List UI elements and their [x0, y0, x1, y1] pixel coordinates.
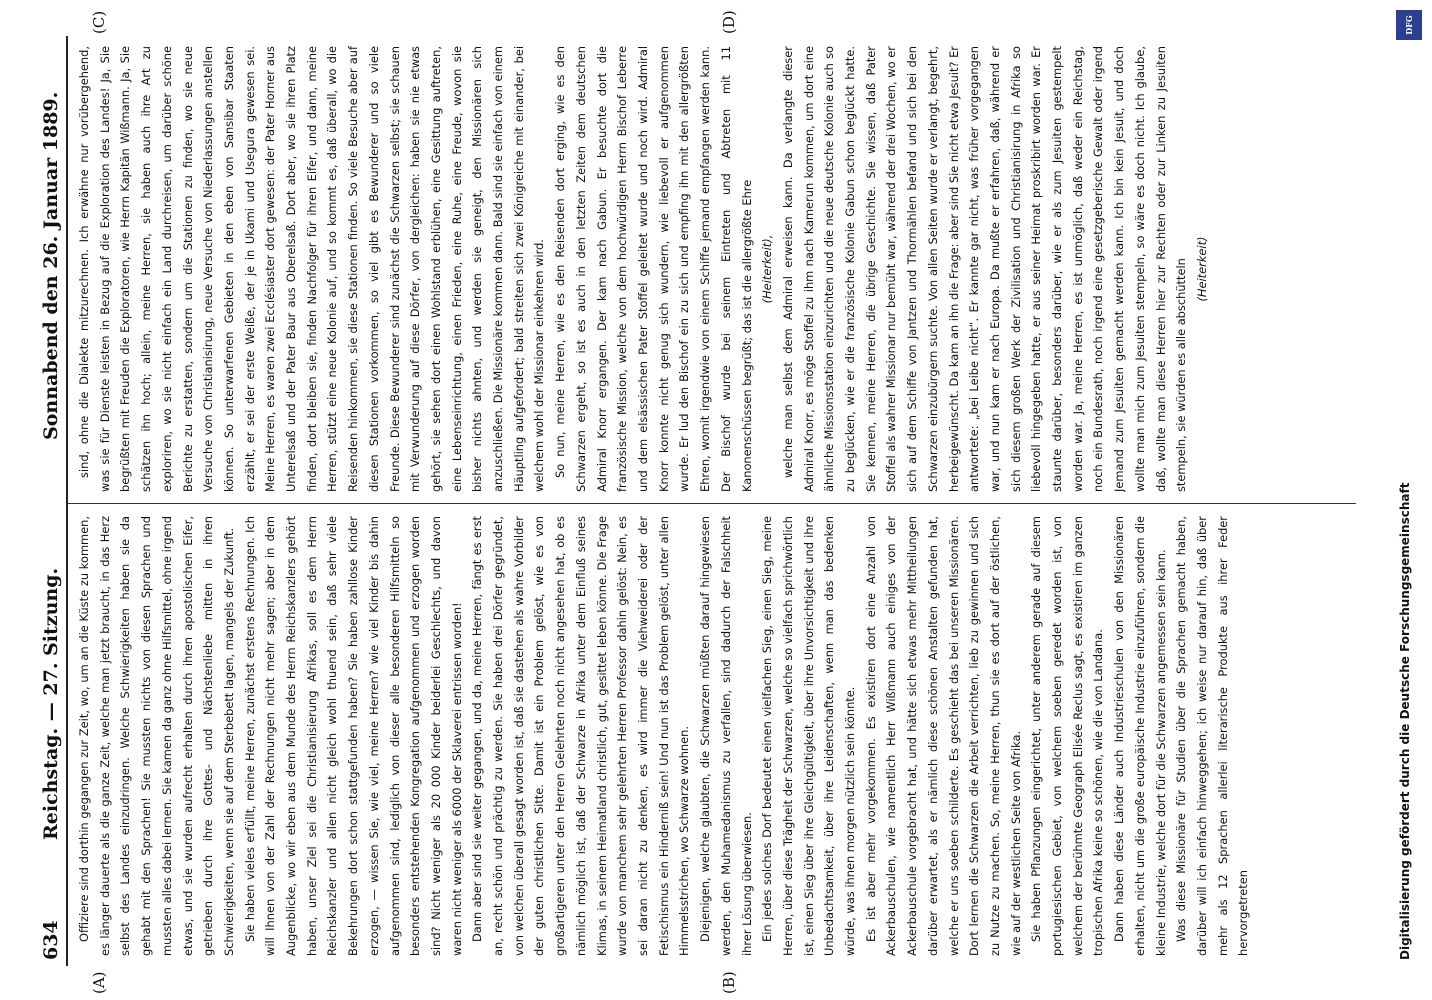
right-column [74, 46, 1364, 492]
marker-a: (A) [90, 971, 108, 994]
paragraph: welche man selbst dem Admiral erweisen kann. Da verlangte dieser Admiral Knorr, es möge Stoffel zu ihm nach Kamerun kommen, um dort eine ähnliche Missionsstation einzurichten und die neue deutsche Kolonie auch so zu beglücken, wie er die französische Kolonie Gabun schon beglückt hatte. Sie kennen, meine Herren, die übrige Geschichte. Sie wissen, daß Pater Stoffel als wahrer Missionar nur bemüht war, während der drei Wochen, wo er sich auf dem Schiffe von Jantzen und Thormählen befand und sich bei den Schwarzen einzubürgern suchte. Von allen Seiten wurde er verlangt, begehrt, herbeigewünscht. Da kam an ihn die Frage: aber sind Sie nicht etwa Jesuit? Er antwortete: „bei Leibe nicht“. Er kannte gar nicht, was früher vorgegangen war, und nun kam er nach Europa. Da mußte er erfahren, daß, während er sich diesem großen Werk der Zivilisation und Christianisirung in Afrika so liebevoll hingegeben hatte, er aus seiner Heimat proskribirt worden war. Er staunte darüber, besonders darüber, wie er als zum Jesuiten gestempelt worden war. Ja, meine Herren, es ist unmöglich, daß weder ein Reichstag, noch ein Bundesrath, noch irgend eine gesetzgeberische Gewalt oder irgend Jemand zum Jesuiten gemacht werden kann. Ich bin kein Jesuit, und doch wollte man mich zum Jesuiten stempeln, so wäre es doch nicht. Ich glaube, daß, wollte man diese Herren hier zur Rechten oder zur Linken zu Jesuiten stempeln, sie würden es alle abschütteln [780, 46, 1189, 492]
paragraph: Dann haben diese Länder auch Industrieschulen von den Missionären erhalten, nicht um die große europäische Industrie einzuführen, sondern die kleine Industrie, welche dort für die Schwarzen angemessen sein kann. [1112, 516, 1168, 956]
paragraph: Diejenigen, welche glaubten, die Schwarzen müßten darauf hingewiesen werden, den Muhamedanismus zu verfallen, sind dadurch der Falschheit ihrer Lösung überwiesen. [698, 516, 754, 956]
running-head [40, 40, 64, 960]
session-date: Sonnabend den 26. Januar 1889. [40, 91, 62, 440]
left-column [74, 516, 1364, 956]
column-divider [66, 503, 1356, 504]
interjection: (Heiterkeit) [1194, 236, 1209, 302]
paragraph: Dann aber sind sie weiter gegangen, und da, meine Herren, fängt es erst an, recht schön und prächtig zu werden. Sie haben drei Dörfer gegründet, von welchen überall gesagt worden ist, daß sie dastehen als wahre Vorbilder der guten christlichen Sitte. Damit ist ein Problem gelöst, wie es von großartigeren unter den Herren Gelehrten noch nicht angesehen hat, ob es nämlich möglich ist, daß der Schwarze in Afrika unter dem Einfluß seines Klimas, in seinem Heimatland christlich, gut, gesittet leben könne. Die Frage wurde von manchem sehr gelehrten Herren Professor dahin gelöst: Nein, es sei daran nicht zu denken, es wird immer die Viehweiderei oder der Fetischismus ein Hinderniß sein! Und nun ist das Problem gelöst, unter allen Himmelsstrichen, wo Schwarze wohnen. [470, 516, 692, 956]
marker-d: (D) [720, 10, 738, 34]
publication-title: Reichstag. — 27. Sitzung. [40, 567, 62, 840]
funding-note [1398, 0, 1416, 960]
paragraph: Sie haben Pflanzungen eingerichtet, unter anderem gerade auf diesem portugiesischen Gebiet, von welchem soeben geredet worden ist, von welchem der berühmte Geograph Elisée Reclus sagt, es existiren im ganzen tropischen Afrika keine so schönen, wie die von Landana. [1029, 516, 1106, 956]
paragraph: So nun, meine Herren, wie es den Reisenden dort erging, wie es den Schwarzen ergeht, so ist es auch in den letzten Zeiten dem deutschen Admiral Knorr ergangen. Der kam nach Gabun. Er besuchte dort die französische Mission, welche von dem hochwürdigen Herrn Bischof Leberre und dem elsässischen Pater Stoffel geleitet wurde und noch wird. Admiral Knorr konnte nicht genug sich wundern, wie liebevoll er aufgenommen wurde. Er lud den Bischof ein zu sich und empfing ihn mit den allergrößten Ehren, womit irgendwie von einem Schiffe jemand empfangen werden kann. Der Bischof wurde bei seinem Eintreten und Abtreten mit 11 Kanonenschüssen begrüßt; das ist die allergrößte Ehre [553, 46, 754, 492]
dfg-logo: DFG [1396, 10, 1422, 40]
paragraph: Es ist aber mehr vorgekommen. Es existiren dort eine Anzahl von Ackerbauschulen, wie namentlich Herr Wißmann auch einiges von der Ackerbauschule vorgebracht hat, und hätte sich etwas mehr Mittheilungen darüber erwartet, als er nämlich diese schönen Anstalten gefunden hat, welche er uns soeben schilderte. Es geschieht das bei unseren Missionären. Dort lernen die Schwarzen die Arbeit verrichten, lieb zu gewinnen und sich zu Nutze zu machen. So, meine Herren, thun sie es dort auf der östlichen, wie auf der westlichen Seite von Afrika. [863, 516, 1023, 956]
header-rule [66, 36, 68, 966]
marker-b: (B) [720, 971, 738, 994]
marker-c: (C) [90, 10, 108, 34]
page-number: 634 [40, 920, 62, 960]
paragraph: Sie haben vieles erfüllt, meine Herren, zunächst erstens Rechnungen. Ich will Ihnen von der Zahl der Rechnungen nicht mehr sagen; aber in dem Augenblicke, wo wir eben aus dem Munde des Herrn Reichskanzlers gehört haben, unser Ziel sei die Christianisierung Afrikas, soll es dem Herrn Reichskanzler und allen nicht gleich wohl thuend sein, daß sehr viele Bekehrungen dort schon stattgefunden haben? Sie haben zahllose Kinder erzogen, — wissen Sie, wie viel, meine Herren? wie viel Kinder bis dahin aufgenommen sind, lediglich von dieser alle besonderen Hilfsmitteln so besonders entstehenden Kongregation aufgenommen und erzogen worden sind? Nicht weniger als 20 000 Kinder beiderlei Geschlechts, und davon waren nicht weniger als 6000 der Sklaverei entrissen worden! [242, 516, 464, 956]
paragraph: Was diese Missionäre für Studien über die Sprachen gemacht haben, darüber will ich einfach hinweggehen; ich weise nur darauf hin, daß über mehr als 12 Sprachen allerlei literarische Produkte aus ihrer Feder hervorgetreten [1174, 516, 1251, 956]
paragraph: Ein jedes solches Dorf bedeutet einen vielfachen Sieg, einen Sieg, meine Herren, über diese Trägheit der Schwarzen, welche so vielfach sprichwörtlich ist, einen Sieg über ihre Gleichgültigkeit, über ihre Unvorsichtigkeit und ihre Unbedachtsamkeit, über ihre Leidenschaften, wenn man das bedenken würde, was ihnen morgen nützlich sein könnte. [760, 516, 858, 956]
funding-text: Digitalisierung gefördert durch die Deutsche Forschungsgemeinschaft [1398, 482, 1412, 960]
paragraph: sind, ohne die Dialekte mitzurechnen. Ich erwähne nur vorübergehend, was sie für Dienste leisten in Bezug auf die Exploration des Landes! Ja, Sie begrüßten mit Freuden die Exploratoren, wie Herrn Kapitän Wißmann. Ja, Sie schätzen ihn hoch; allein, meine Herren, sie haben auch ihre Art zu exploriren, wo sie nicht einfach ein Land durchreisen, um darüber schöne Berichte zu erstatten, sondern um die Stationen zu finden, wo sie neue Versuche von Christianisirung, neue Versuche von Niederlassungen anstellen können. So unterwarfenen Gebieten in den eben von Sansibar Staaten erzählt, er sei der erste Weiße, der je in Ukami und Usegura gewesen sei. Meine Herren, es waren zwei Ecclésiaster dort gewesen: der Pater Horner aus Unterelsaß und der Pater Baur aus Oberelsaß. Dort aber, wo sie ihren Platz finden, dort bleiben sie, finden Nachfolger für ihren Eifer, und dann, meine Herren, stützt eine neue Kolonie auf, und so kommt es, daß überall, wo die Reisenden hinkommen, sie diese Stationen finden. So viele Besuche aber auf diesen Stationen vorkommen, so viel gibt es Bewunderer und so viele Freunde. Diese Bewunderer sind zunächst die Schwarzen selbst; sie schauen mit Verwunderung auf diese Dörfer, von dergleichen: haben sie nie etwas gehört, sie sehen dort einen Wohlstand erblühen, eine Gesittung auftreten, eine Lebenseinrichtung, einen Frieden, eine Ruhe, eine Freude, wovon sie bisher nichts ahnten, und werden sie geneigt, den Missionären sich anzuschließen. Die Missionäre kommen dann. Bald sind sie einfach von einem Häuptling aufgefordert; bald streiten sich zwei Königreiche mit einander, bei welchem wohl der Missionar einkehren wird. [77, 46, 547, 492]
interjection: (Heiterkeit), [760, 234, 775, 304]
paragraph: Offiziere sind dorthin gegangen zur Zeit, wo, um an die Küste zu kommen, es länger dauerte als die ganze Zeit, welche man jetzt braucht, in das Herz selbst des Landes einzudringen. Welche Schwierigkeiten haben sie da gehabt mit den Sprachen! Sie mussten nichts von diesen Sprachen und mussten alles dabei lernen. Sie kamen da ganz ohne Hilfsmittel, ohne irgend etwas, und sie wurden aufrecht erhalten durch ihren apostolischen Eifer, getrieben durch ihre Gottes- und Nächstenliebe mitten in ihren Schwierigkeiten, wenn sie auf dem Sterbebett lagen, mangels der Zukunft. [77, 516, 236, 956]
